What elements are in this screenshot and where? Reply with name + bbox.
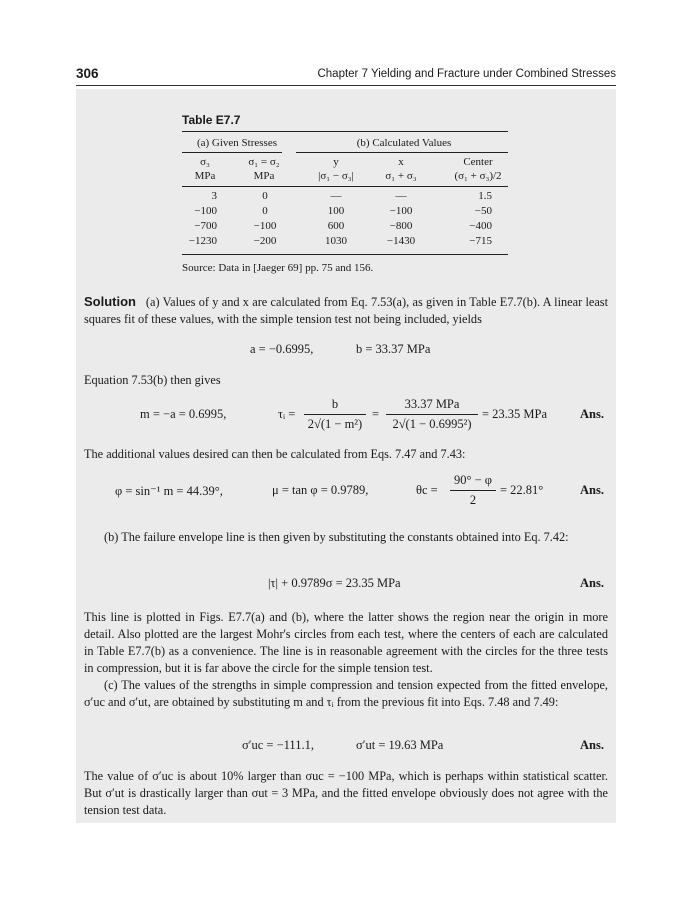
cell: 3 xyxy=(211,190,217,202)
part-b-text-2: This line is plotted in Figs. E7.7(a) and (b), where the latter shows the region near the origin in more detail. Also plotted are the largest Mohr's circles from each test, where the centers of each are calculated in Table E7.7(b) as a convenience. The line is in reasonable agreement with the circles for the three tests in compression, but it is far above the circle for the simple tension test. xyxy=(84,610,608,675)
table-header-rule xyxy=(182,186,508,187)
table-bottom-rule xyxy=(182,254,508,255)
eq-fit-a: a = −0.6995, xyxy=(250,342,314,356)
col-sub-center: (σ₁ + σ₃)/2 xyxy=(454,170,502,182)
header-rule xyxy=(76,85,616,86)
col-unit-sigma3: MPa xyxy=(194,170,216,182)
eq-envelope: |τ| + 0.9789σ = 23.35 MPa xyxy=(268,576,401,590)
cell: 1030 xyxy=(325,235,347,247)
solution-part-a-text: (a) Values of y and x are calculated from Eq. 7.53(a), as given in Table E7.7(b). A linear least squares fit of these values, with the simple tension test not being included, yields xyxy=(84,295,608,326)
eq-sigma-ut: σ′ut = 19.63 MPa xyxy=(356,738,444,752)
col-header-sigma12: σ₁ = σ₂ xyxy=(248,156,280,168)
cell: −715 xyxy=(469,235,492,247)
cell: −100 xyxy=(389,205,413,217)
eq-thetac-den: 2 xyxy=(469,493,477,507)
solution-part-a xyxy=(84,293,608,328)
cell: 0 xyxy=(262,190,268,202)
ans-label: Ans. xyxy=(580,483,604,497)
eq-taui-eq: = xyxy=(372,407,380,421)
table-source: Source: Data in [Jaeger 69] pp. 75 and 156. xyxy=(182,262,374,274)
table-top-rule xyxy=(182,131,508,132)
group-a-heading: (a) Given Stresses xyxy=(196,137,278,149)
ans-label: Ans. xyxy=(580,576,604,590)
solution-heading: Solution xyxy=(84,294,136,309)
eq-m: m = −a = 0.6995, xyxy=(140,407,227,421)
part-c-text-2: The value of σ′uc is about 10% larger than σuc = −100 MPa, which is perhaps within statistical scatter. But σ′ut is drastically larger than σut = 3 MPa, and the fitted envelope obviously does not agree with the tension test data. xyxy=(84,769,608,817)
cell: — xyxy=(395,190,407,202)
cell: — xyxy=(330,190,342,202)
cell: −1430 xyxy=(386,235,416,247)
eq-sigma-uc: σ′uc = −111.1, xyxy=(242,738,314,752)
eq-thetac-result: = 22.81° xyxy=(500,483,544,497)
eq-taui-result: = 23.35 MPa xyxy=(482,407,548,421)
part-b-text: (b) The failure envelope line is then given by substituting the constants obtained into Eq. 7.42: xyxy=(104,530,569,544)
eq-taui-num1: b xyxy=(331,397,339,411)
group-b-heading: (b) Calculated Values xyxy=(356,137,452,149)
cell: −100 xyxy=(194,205,217,217)
fraction-bar xyxy=(450,490,496,491)
group-a-rule xyxy=(182,152,282,153)
fraction-bar xyxy=(386,414,478,415)
cell: 100 xyxy=(327,205,345,217)
group-b-rule xyxy=(296,152,508,153)
eq-taui-den2: 2√(1 − 0.6995²) xyxy=(392,417,472,431)
col-header-sigma3: σ₃ xyxy=(200,156,210,168)
eq-thetac-num: 90° − φ xyxy=(453,473,492,487)
cell: −800 xyxy=(389,220,413,232)
eq-taui-den1: 2√(1 − m²) xyxy=(307,417,363,431)
cell: 600 xyxy=(327,220,345,232)
cell: −1230 xyxy=(188,235,217,247)
eq-phi: φ = sin⁻¹ m = 44.39°, xyxy=(115,484,223,498)
ans-label: Ans. xyxy=(580,407,604,421)
part-a-text-2: Equation 7.53(b) then gives xyxy=(84,373,221,387)
cell: −400 xyxy=(469,220,492,232)
cell: −100 xyxy=(253,220,277,232)
cell: −200 xyxy=(253,235,277,247)
page-number: 306 xyxy=(76,66,99,81)
ans-label: Ans. xyxy=(580,738,604,752)
chapter-title: Chapter 7 Yielding and Fracture under Combined Stresses xyxy=(317,68,616,80)
col-header-x: x xyxy=(398,156,404,168)
part-a-text-3: The additional values desired can then be calculated from Eqs. 7.47 and 7.43: xyxy=(84,447,466,461)
cell: −50 xyxy=(474,205,492,217)
cell: −700 xyxy=(194,220,217,232)
col-sub-y: |σ₁ − σ₃| xyxy=(318,170,354,182)
col-sub-x: σ₁ + σ₃ xyxy=(385,170,417,182)
part-c-text: (c) The values of the strengths in simple compression and tension expected from the fitted envelope, σ′uc and σ′ut, are obtained by substituting m and τᵢ from the previous fit into Eqs. 7.48 and 7.49: xyxy=(84,678,608,709)
eq-taui-lhs: τᵢ = xyxy=(278,407,296,421)
eq-thetac-lhs: θc = xyxy=(416,483,438,497)
eq-mu: μ = tan φ = 0.9789, xyxy=(272,483,369,497)
fraction-bar xyxy=(304,414,366,415)
col-header-center: Center xyxy=(463,156,493,168)
table-title: Table E7.7 xyxy=(182,113,241,127)
col-header-y: y xyxy=(333,156,339,168)
eq-fit-b: b = 33.37 MPa xyxy=(356,342,431,356)
col-unit-sigma12: MPa xyxy=(253,170,275,182)
cell: 0 xyxy=(262,205,268,217)
cell: 1.5 xyxy=(478,190,492,202)
eq-taui-num2: 33.37 MPa xyxy=(404,397,460,411)
